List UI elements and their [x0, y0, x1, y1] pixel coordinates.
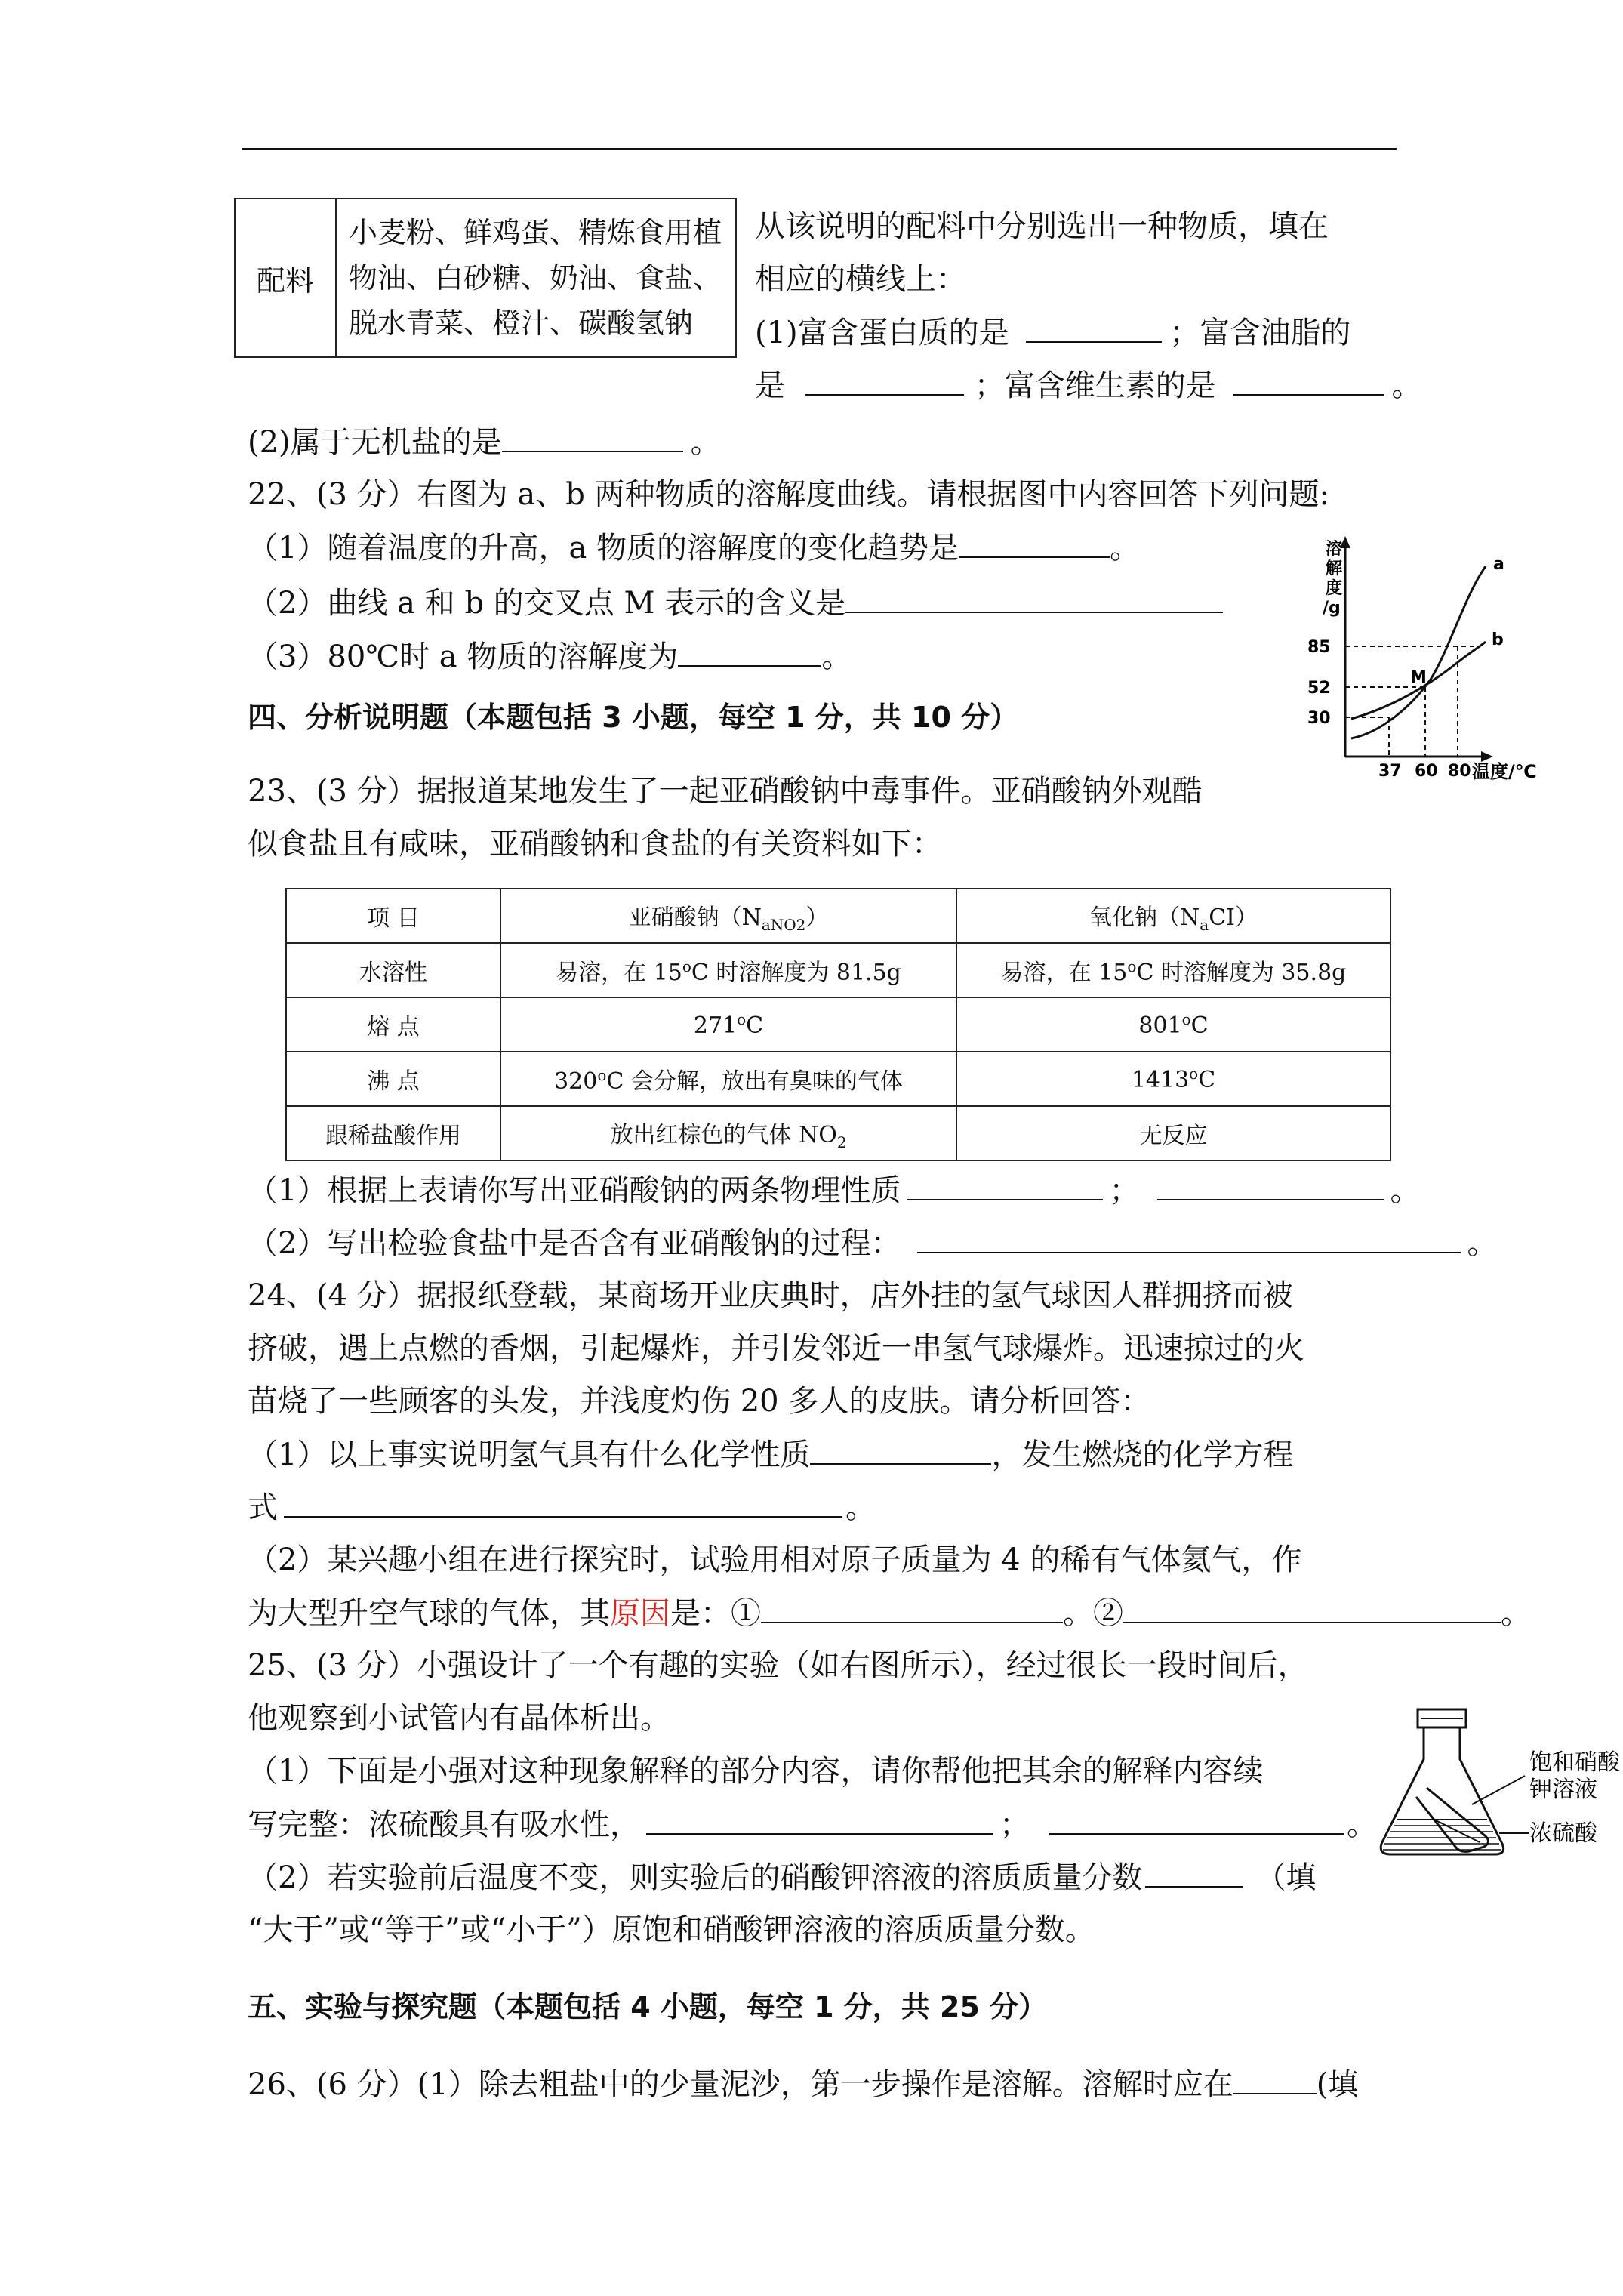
- x-tick: 60: [1415, 762, 1438, 781]
- q23-text: （2）写出检验食盐中是否含有亚硝酸钠的过程：: [248, 1226, 901, 1261]
- table-row: [286, 1106, 1390, 1160]
- q23-sub1: [248, 1169, 1420, 1212]
- q22-text: （2）曲线 a 和 b 的交叉点 M 表示的含义是: [248, 586, 846, 621]
- table-cell: 跟稀盐酸作用: [286, 1106, 500, 1160]
- ingredients-line: 物油、白砂糖、奶油、食盐、: [349, 261, 722, 294]
- x-axis-label: 温度/℃: [1472, 761, 1537, 782]
- q24-line2: 挤破，遇上点燃的香烟，引起爆炸，并引发邻近一串氢气球爆炸。迅速掠过的火: [248, 1331, 1304, 1366]
- table-header-cell: 项 目: [286, 889, 500, 943]
- q24-text: 。②: [1063, 1596, 1123, 1631]
- answer-blank[interactable]: [907, 1169, 1103, 1200]
- intersection-label: M: [1410, 668, 1427, 687]
- q22-text: （3）80℃时 a 物质的溶解度为: [248, 639, 679, 674]
- nitrite-comparison-table: [285, 888, 1391, 1161]
- answer-blank[interactable]: [646, 1803, 993, 1835]
- table-cell: 水溶性: [286, 943, 500, 997]
- graph-ylabel: 度: [1326, 579, 1343, 598]
- x-tick: 37: [1378, 762, 1402, 781]
- q25-sub2: [248, 1856, 1316, 1899]
- table-cell: 易溶，在 15$^o$C 时溶解度为 35.8g: [956, 943, 1390, 997]
- ingredients-table: [234, 198, 737, 358]
- q24-sub1-cont: [248, 1486, 876, 1529]
- label-kno3: 钾溶液: [1529, 1777, 1597, 1803]
- table-cell: 沸 点: [286, 1052, 500, 1106]
- answer-blank[interactable]: [845, 581, 1223, 613]
- y-tick: 52: [1307, 679, 1331, 698]
- q22-text: 。: [1110, 531, 1141, 566]
- q25-text: （填: [1255, 1860, 1317, 1895]
- leader-line: [1472, 1776, 1525, 1804]
- ingredients-label: 配料: [236, 199, 337, 356]
- answer-blank[interactable]: [810, 1433, 991, 1465]
- q24-text: 为大型升空气球的气体，其: [248, 1596, 610, 1631]
- q22-text: （1）随着温度的升高，a 物质的溶解度的变化趋势是: [248, 531, 959, 566]
- label-acid: 浓硫酸: [1529, 1820, 1597, 1847]
- table-row: [286, 997, 1390, 1052]
- answer-blank[interactable]: [1123, 1592, 1501, 1623]
- tube-solution-line: [1434, 1820, 1480, 1842]
- table-cell: 271$^o$C: [500, 997, 956, 1052]
- q22-header: 22、(3 分）右图为 a、b 两种物质的溶解度曲线。请根据图中内容回答下列问题:: [248, 477, 1330, 512]
- q24-text: 。: [1501, 1596, 1531, 1631]
- answer-blank[interactable]: [917, 1222, 1461, 1253]
- q24-sub1: [248, 1433, 1293, 1476]
- answer-blank[interactable]: [805, 364, 964, 396]
- answer-blank[interactable]: [1145, 1856, 1243, 1888]
- q24-highlight: 原因: [610, 1596, 670, 1631]
- table-cell: 无反应: [956, 1106, 1390, 1160]
- q23-text: ；: [1109, 1173, 1140, 1208]
- q21-text: 是: [755, 368, 785, 403]
- answer-blank[interactable]: [1233, 364, 1384, 396]
- y-tick: 85: [1307, 638, 1331, 657]
- ingredients-line: 脱水青菜、橙汁、碳酸氢钠: [349, 307, 694, 340]
- y-tick: 30: [1307, 709, 1331, 728]
- flask-figure: [1374, 1706, 1623, 1872]
- answer-blank[interactable]: [678, 635, 821, 667]
- q24-text: ，发生燃烧的化学方程: [991, 1438, 1294, 1472]
- q24-text: 式: [248, 1490, 278, 1525]
- table-header-cell: 氧化钠$(N_aCI)$: [956, 889, 1390, 943]
- answer-blank[interactable]: [284, 1486, 842, 1518]
- x-axis-arrow: [1481, 751, 1493, 762]
- table-cell: 320$^o$C 会分解，放出有臭味的气体: [500, 1052, 956, 1106]
- q23-text: （1）根据上表请你写出亚硝酸钠的两条物理性质: [248, 1173, 901, 1208]
- q25-sub2-cont: “大于”或“等于”或“小于”）原饱和硝酸钾溶液的溶质质量分数。: [248, 1912, 1095, 1947]
- q26-line1: [248, 2063, 1358, 2106]
- x-tick: 80: [1448, 762, 1471, 781]
- table-cell: 801$^o$C: [956, 997, 1390, 1052]
- q21-text: ；富含维生素的是: [974, 368, 1216, 403]
- q24-text: （1）以上事实说明氢气具有什么化学性质: [248, 1438, 811, 1472]
- table-cell: 1413$^o$C: [956, 1052, 1390, 1106]
- q21-line2: 相应的横线上：: [755, 262, 966, 297]
- answer-blank[interactable]: [761, 1592, 1063, 1623]
- table-cell: 熔 点: [286, 997, 500, 1052]
- q21-line4: [755, 364, 1421, 407]
- q24-text: 。: [845, 1490, 876, 1525]
- q26-text: 26、(6 分）(1）除去粗盐中的少量泥沙，第一步操作是溶解。溶解时应在: [248, 2067, 1233, 2102]
- q21-text: (2)属于无机盐的是: [248, 425, 502, 460]
- q21-text: (1)富含蛋白质的是: [755, 316, 1009, 350]
- graph-ylabel: 解: [1326, 559, 1343, 578]
- q25-text: ；: [999, 1808, 1030, 1842]
- q26-text: (填: [1316, 2067, 1359, 2102]
- section5-header: 五、实验与探究题（本题包括 4 小题，每空 1 分，共 25 分）: [248, 1990, 1048, 2023]
- q21-text: 。: [1391, 368, 1422, 403]
- q25-sub1: （1）下面是小强对这种现象解释的部分内容，请你帮他把其余的解释内容续: [248, 1754, 1264, 1789]
- q24-sub2: （2）某兴趣小组在进行探究时，试验用相对原子质量为 4 的稀有气体氦气，作: [248, 1542, 1302, 1577]
- q21-text: 。: [690, 425, 721, 460]
- q23-line1: 23、(3 分）据报道某地发生了一起亚硝酸钠中毒事件。亚硝酸钠外观酷: [248, 774, 1203, 809]
- q22-text: 。: [821, 639, 852, 674]
- label-kno3: 饱和硝酸: [1529, 1749, 1620, 1776]
- ingredients-list: [349, 210, 726, 346]
- table-row: [286, 1052, 1390, 1106]
- answer-blank[interactable]: [959, 526, 1110, 558]
- q25-text: （2）若实验前后温度不变，则实验后的硝酸钾溶液的溶质质量分数: [248, 1860, 1143, 1895]
- q23-text: 。: [1467, 1226, 1498, 1261]
- q21-line3: [755, 311, 1350, 354]
- q22-sub2: [248, 581, 1223, 624]
- q24-line1: 24、(4 分）据报纸登载，某商场开业庆典时，店外挂的氢气球因人群拥挤而被: [248, 1278, 1293, 1313]
- answer-blank[interactable]: [1233, 2063, 1317, 2094]
- answer-blank[interactable]: [1157, 1169, 1384, 1200]
- q25-line2: 他观察到小试管内有晶体析出。: [248, 1701, 670, 1736]
- q22-sub3: [248, 635, 852, 678]
- table-header-row: [286, 889, 1390, 943]
- q21-line1: 从该说明的配料中分别选出一种物质，填在: [755, 209, 1329, 244]
- ingredients-line: 小麦粉、鲜鸡蛋、精炼食用植: [349, 216, 722, 249]
- answer-blank[interactable]: [1049, 1803, 1344, 1835]
- table-cell: 放出红棕色的气体 $NO_2$: [500, 1106, 956, 1160]
- top-rule: [242, 148, 1397, 150]
- curve-b-label: b: [1492, 630, 1504, 649]
- q25-line1: 25、(3 分）小强设计了一个有趣的实验（如右图所示），经过很长一段时间后，: [248, 1648, 1308, 1683]
- q25-text: 。: [1347, 1808, 1377, 1842]
- answer-blank[interactable]: [1026, 311, 1162, 343]
- q24-line3: 苗烧了一些顾客的头发，并浅度灼伤 20 多人的皮肤。请分析回答：: [248, 1384, 1151, 1419]
- section4-header: 四、分析说明题（本题包括 3 小题，每空 1 分，共 10 分）: [248, 701, 1019, 734]
- table-cell: 易溶，在 15$^o$C 时溶解度为 81.5g: [500, 943, 956, 997]
- q24-sub2-cont: [248, 1592, 1531, 1635]
- q23-text: 。: [1390, 1173, 1421, 1208]
- q23-line2: 似食盐且有咸味，亚硝酸钠和食盐的有关资料如下：: [248, 827, 942, 861]
- q25-text: 写完整：浓硫酸具有吸水性，: [248, 1808, 640, 1842]
- graph-ylabel: 溶: [1326, 540, 1343, 559]
- curve-a-label: a: [1493, 555, 1504, 574]
- graph-ylabel: /g: [1323, 599, 1341, 618]
- solubility-graph: [1298, 529, 1555, 785]
- q24-text: 是：①: [670, 1596, 761, 1631]
- q21-text: ；富含油脂的: [1169, 316, 1351, 350]
- q21-line5: [248, 421, 721, 464]
- table-header-cell: 亚硝酸钠$(N_{aNO2})$: [500, 889, 956, 943]
- q25-sub1-cont: [248, 1803, 1377, 1846]
- q22-sub1: [248, 526, 1140, 569]
- q23-sub2: [248, 1222, 1497, 1265]
- table-row: [286, 943, 1390, 997]
- answer-blank[interactable]: [502, 421, 683, 452]
